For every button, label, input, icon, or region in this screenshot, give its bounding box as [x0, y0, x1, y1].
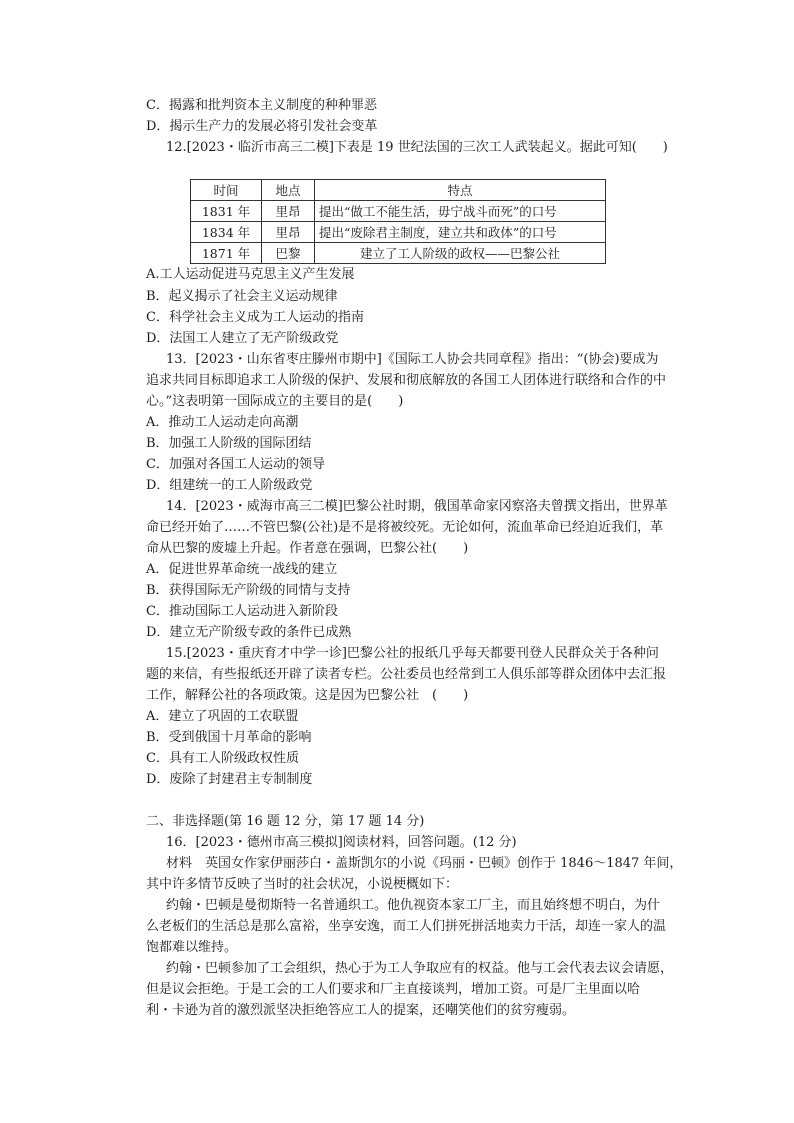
table-header-row [191, 180, 606, 201]
table-cell: 建立了工人阶级的政权——巴黎公社 [315, 243, 606, 264]
q11-option-d: D．揭示生产力的发展必将引发社会变革 [146, 119, 378, 134]
q13-option-c: C．加强对各国工人运动的领导 [146, 457, 325, 472]
q13-stem-line: 心。”这表明第一国际成立的主要目的是( ) [146, 394, 404, 409]
material-paragraph-line: 材料 英国女作家伊丽莎白・盖斯凯尔的小说《玛丽・巴顿》创作于 1846～1847 年间， [166, 856, 683, 871]
q14-option-a: A．促进世界革命统一战线的建立 [146, 562, 338, 577]
q12-option-b: B．起义揭示了社会主义运动规律 [146, 289, 338, 304]
q13-stem-line: 13．[2023・山东省枣庄滕州市期中]《国际工人协会共同章程》指出：“(协会)要成为 [166, 352, 659, 367]
q13-stem-line: 追求共同目标即追求工人阶级的保护、发展和彻底解放的各国工人团体进行联络和合作的中 [146, 373, 667, 388]
q12-table [190, 179, 606, 264]
material-paragraph-line: 约翰・巴顿是曼彻斯特一名普通织工。他仇视资本家工厂主，而且始终想不明白，为什 [166, 898, 661, 913]
table-cell: 里昂 [262, 222, 315, 243]
q15-option-b: B．受到俄国十月革命的影响 [146, 730, 312, 745]
q11-option-c: C．揭露和批判资本主义制度的种种罪恶 [146, 98, 377, 113]
table-row [191, 222, 606, 243]
q13-option-d: D．组建统一的工人阶级政党 [146, 478, 313, 493]
table-cell: 提出“废除君主制度，建立共和政体”的口号 [315, 222, 606, 243]
material-paragraph-line: 利・卡逊为首的激烈派坚决拒绝答应工人的提案，还嘲笑他们的贫穷瘦弱。 [146, 1003, 576, 1018]
table-cell: 1831 年 [191, 201, 262, 222]
q14-stem-line: 14．[2023・威海市高三二模]巴黎公社时期，俄国革命家冈察洛夫曾撰文指出，世界革 [166, 499, 668, 514]
table-cell: 1871 年 [191, 243, 262, 264]
q12-option-a: A.工人运动促进马克思主义产生发展 [146, 267, 355, 282]
table-row [191, 243, 606, 264]
table-cell: 巴黎 [262, 243, 315, 264]
q13-option-b: B．加强工人阶级的国际团结 [146, 436, 312, 451]
table-cell: 里昂 [262, 201, 315, 222]
table-header-cell: 特点 [315, 180, 606, 201]
q15-option-c: C．具有工人阶级政权性质 [146, 751, 299, 766]
material-paragraph-line: 其中许多情节反映了当时的社会状况，小说梗概如下： [146, 877, 459, 892]
q14-option-c: C．推动国际工人运动进入新阶段 [146, 604, 338, 619]
q12-option-c: C．科学社会主义成为工人运动的指南 [146, 310, 364, 325]
section-title: 二、非选择题(第 16 题 12 分，第 17 题 14 分) [146, 814, 425, 829]
table-row [191, 201, 606, 222]
q15-option-d: D．废除了封建君主专制制度 [146, 772, 313, 787]
table-cell: 1834 年 [191, 222, 262, 243]
q13-option-a: A．推动工人运动走向高潮 [146, 415, 299, 430]
q12-stem: 12.[2023・临沂市高三二模]下表是 19 世纪法国的三次工人武装起义。据此可知( ) [166, 140, 668, 155]
q15-option-a: A．建立了巩固的工农联盟 [146, 709, 299, 724]
q15-stem-line: 工作，解释公社的各项政策。这是因为巴黎公社 ( ) [146, 688, 469, 703]
q14-option-b: B．获得国际无产阶级的同情与支持 [146, 583, 351, 598]
q14-option-d: D．建立无产阶级专政的条件已成熟 [146, 625, 352, 640]
material-paragraph-line: 饱都难以维持。 [146, 940, 238, 955]
material-paragraph-line: 约翰・巴顿参加了工会组织，热心于为工人争取应有的权益。他与工会代表去议会请愿， [166, 961, 674, 976]
table-header-cell: 时间 [191, 180, 262, 201]
q14-stem-line: 命从巴黎的废墟上升起。作者意在强调，巴黎公社( ) [146, 541, 469, 556]
table-cell: 提出“做工不能生活，毋宁战斗而死”的口号 [315, 201, 606, 222]
q14-stem-line: 命已经开始了……不管巴黎(公社)是不是将被绞死。无论如何，流血革命已经迫近我们，革 [146, 520, 664, 535]
q12-option-d: D．法国工人建立了无产阶级政党 [146, 331, 339, 346]
q16-stem: 16．[2023・德州市高三模拟]阅读材料，回答问题。(12 分) [166, 835, 517, 850]
table-header-cell: 地点 [262, 180, 315, 201]
q15-stem-line: 15.[2023・重庆育才中学一诊]巴黎公社的报纸几乎每天都要刊登人民群众关于各种问 [166, 646, 659, 661]
q15-stem-line: 题的来信，有些报纸还开辟了读者专栏。公社委员也经常到工人俱乐部等群众团体中去汇报 [146, 667, 667, 682]
material-paragraph-line: 但是议会拒绝。于是工会的工人们要求和厂主直接谈判，增加工资。可是厂主里面以哈 [146, 982, 641, 997]
material-paragraph-line: 么老板们的生活总是那么富裕，坐享安逸，而工人们拼死拼活地卖力干活，却连一家人的温 [146, 919, 667, 934]
